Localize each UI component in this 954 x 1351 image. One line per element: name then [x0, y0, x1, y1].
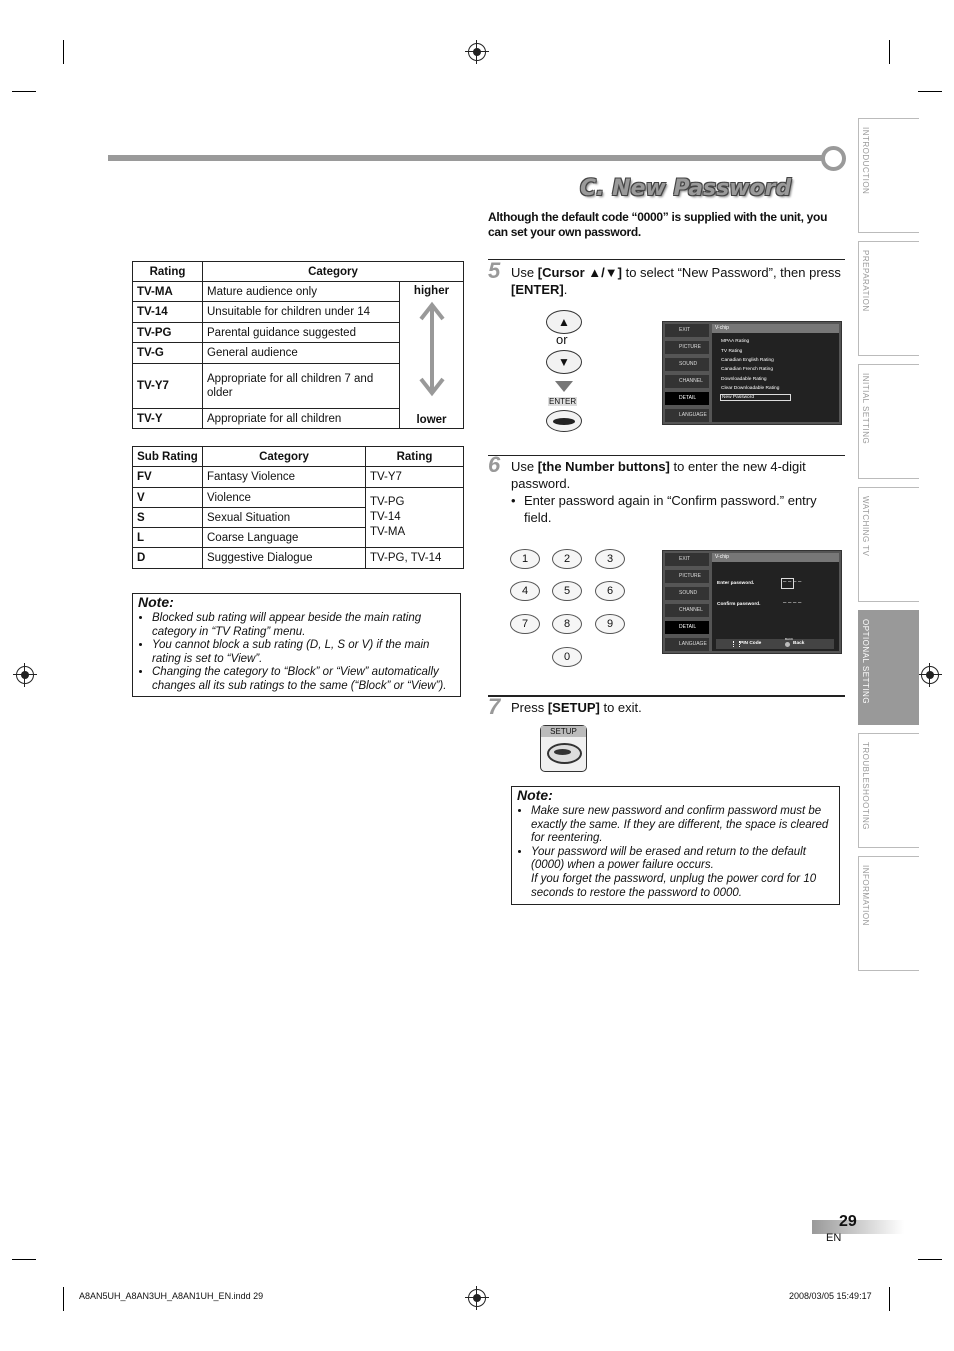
rating-cell: TV-PG: [133, 323, 203, 343]
keypad-icon: [733, 641, 740, 647]
rating-cell: TV-Y: [133, 409, 203, 429]
or-label: or: [556, 332, 568, 347]
category-cell: Parental guidance suggested: [203, 323, 400, 343]
vchip-panel: [712, 324, 839, 422]
crop-mark: [12, 91, 36, 92]
step-divider: [488, 455, 845, 456]
category-cell: Violence: [203, 488, 366, 508]
step-divider: [488, 259, 845, 260]
crop-mark: [918, 1259, 942, 1260]
menu-item-picture[interactable]: PICTURE: [665, 341, 709, 354]
note-continuation: If you forget the password, unplug the power cord for 10 seconds to restore the password to 0000.: [531, 872, 817, 899]
number-button-8[interactable]: 8: [552, 614, 582, 634]
crop-mark: [63, 1287, 64, 1311]
setup-button-inner: [554, 749, 571, 755]
vchip-option-selected[interactable]: New Password: [720, 394, 791, 401]
menu-item-sound[interactable]: SOUND: [665, 587, 709, 600]
enter-label: ENTER: [549, 397, 577, 406]
step-text: Press: [511, 700, 548, 715]
tab-label: PREPARATION: [861, 250, 870, 312]
tab-label: TROUBLESHOOTING: [861, 742, 870, 830]
rating-value: TV-PG: [370, 496, 405, 508]
crop-mark: [12, 1259, 36, 1260]
menu-item-exit[interactable]: EXIT: [665, 324, 709, 337]
step-text: to exit.: [599, 700, 642, 715]
registration-mark-icon: [468, 43, 486, 61]
category-cell: Fantasy Violence: [203, 467, 366, 488]
step-text: Use: [511, 265, 538, 280]
language-code: EN: [826, 1232, 842, 1244]
registration-mark-icon: [921, 666, 939, 684]
note-box: [132, 593, 461, 697]
note-box: [511, 786, 840, 905]
number-button-4[interactable]: 4: [510, 581, 540, 601]
rating-cell: TV-Y7: [366, 467, 464, 488]
tab-label: OPTIONAL SETTING: [861, 619, 870, 705]
tab-optional-setting[interactable]: [858, 610, 919, 725]
tab-label: INTRODUCTION: [861, 127, 870, 195]
header-bar: [108, 155, 823, 161]
step-number: 6: [488, 452, 501, 477]
note-item: • You cannot block a sub rating (D, L, S or V) if the main rating is set to “View”.: [152, 639, 454, 666]
note-title: Note:: [517, 787, 553, 803]
pin-code-label: PIN Code: [740, 641, 762, 646]
menu-item-channel[interactable]: CHANNEL: [665, 375, 709, 388]
footer-filename: A8AN5UH_A8AN3UH_A8AN1UH_EN.indd 29: [79, 1291, 264, 1301]
note-title: Note:: [138, 594, 174, 610]
table-header: Sub Rating: [133, 447, 203, 467]
arrow-down-icon: [555, 381, 573, 392]
menu-item-picture[interactable]: PICTURE: [665, 570, 709, 583]
step-text: Enter password again in “Confirm password.” entry field.: [524, 493, 817, 525]
note-item: • Blocked sub rating will appear beside the main rating category in “TV Rating” menu.: [152, 612, 454, 639]
sub-rating-cell: L: [133, 528, 203, 548]
vchip-option[interactable]: Canadian French Rating: [721, 367, 773, 372]
tab-information[interactable]: [858, 856, 919, 971]
step-6-text: [511, 458, 841, 492]
number-button-1[interactable]: 1: [510, 549, 540, 569]
vchip-option[interactable]: Downloadable Rating: [721, 377, 767, 382]
back-tag: BACK: [785, 637, 794, 641]
number-button-5[interactable]: 5: [552, 581, 582, 601]
vchip-header: V-chip: [712, 553, 839, 562]
registration-mark-icon: [16, 666, 34, 684]
cursor-down-button[interactable]: ▼: [546, 350, 582, 374]
step-divider: [488, 695, 845, 697]
note-item: • Make sure new password and confirm password must be exactly the same. If they are different, the space is cleared for reentering.: [531, 805, 833, 846]
menu-item-detail[interactable]: DETAIL: [665, 392, 709, 405]
enter-button[interactable]: [546, 410, 582, 432]
tab-watching-tv[interactable]: [858, 487, 919, 602]
step-5-text: [511, 264, 846, 298]
category-cell: General audience: [203, 343, 400, 364]
setup-button[interactable]: [540, 725, 587, 772]
menu-item-exit[interactable]: EXIT: [665, 553, 709, 566]
enter-button-label: [ENTER]: [511, 282, 564, 297]
vchip-option[interactable]: Clear Downloadable Rating: [721, 386, 780, 391]
rating-cell: TV-MA: [133, 282, 203, 302]
enter-button-face: [553, 418, 575, 425]
higher-label: higher: [413, 285, 450, 297]
note-item: • Changing the category to “Block” or “View” automatically changes all its sub ratings to the same (“Block” or “View”).: [152, 666, 454, 693]
rating-group-cell: [366, 488, 464, 548]
step-text: to select “New Password”, then press: [621, 265, 841, 280]
crop-mark: [889, 1287, 890, 1311]
tab-preparation[interactable]: [858, 241, 919, 356]
number-button-6[interactable]: 6: [595, 581, 625, 601]
sub-rating-cell: D: [133, 548, 203, 569]
category-cell: Mature audience only: [203, 282, 400, 302]
double-arrow-icon: [417, 299, 447, 399]
crop-mark: [63, 40, 64, 64]
table-header: Category: [203, 262, 464, 282]
back-button-icon[interactable]: [785, 642, 790, 647]
scale-cell: [400, 282, 464, 429]
menu-item-language[interactable]: LANGUAGE: [665, 638, 709, 651]
bullet-icon: •: [511, 493, 516, 508]
rating-cell: TV-G: [133, 343, 203, 364]
crop-mark: [918, 91, 942, 92]
tab-label: INITIAL SETTING: [861, 373, 870, 445]
table-header: Rating: [133, 262, 203, 282]
cursor-button-label: [Cursor ▲/▼]: [537, 265, 622, 280]
menu-item-channel[interactable]: CHANNEL: [665, 604, 709, 617]
tv-screen-password: [662, 550, 842, 654]
number-button-7[interactable]: 7: [510, 614, 540, 634]
step-text: to enter the new 4-digit password.: [511, 459, 806, 491]
crop-mark: [889, 40, 890, 64]
number-button-2[interactable]: 2: [552, 549, 582, 569]
page-title: C. New Password: [580, 176, 792, 201]
category-cell: Sexual Situation: [203, 508, 366, 528]
footer-timestamp: 2008/03/05 15:49:17: [789, 1291, 872, 1301]
enter-password-field[interactable]: – – – –: [783, 579, 802, 585]
step-text: .: [563, 282, 568, 297]
vchip-header: V-chip: [712, 324, 839, 333]
enter-password-label: Enter password.: [717, 581, 755, 586]
table-header: Category: [203, 447, 366, 467]
step-number: 7: [488, 694, 501, 719]
rating-cell: TV-PG, TV-14: [366, 548, 464, 569]
category-cell: Appropriate for all children: [203, 409, 400, 429]
sub-rating-table: [132, 446, 464, 569]
header-bar-circle: [821, 146, 846, 171]
vchip-option[interactable]: Canadian English Rating: [721, 358, 774, 363]
setup-button-label: [SETUP]: [547, 700, 600, 715]
page-number: 29: [839, 1213, 857, 1230]
sub-rating-cell: FV: [133, 467, 203, 488]
rating-value: TV-14: [370, 511, 401, 523]
category-cell: Suggestive Dialogue: [203, 548, 366, 569]
number-button-0[interactable]: 0: [552, 647, 582, 667]
number-button-9[interactable]: 9: [595, 614, 625, 634]
menu-item-detail[interactable]: DETAIL: [665, 621, 709, 634]
password-panel: [712, 553, 839, 651]
rating-table: [132, 261, 464, 429]
category-cell: Coarse Language: [203, 528, 366, 548]
menu-item-sound[interactable]: SOUND: [665, 358, 709, 371]
number-button-3[interactable]: 3: [595, 549, 625, 569]
registration-mark-icon: [468, 1289, 486, 1307]
tab-introduction[interactable]: [858, 118, 919, 233]
menu-item-language[interactable]: LANGUAGE: [665, 409, 709, 422]
cursor-up-button[interactable]: ▲: [546, 310, 582, 334]
sub-rating-cell: S: [133, 508, 203, 528]
step-text: Use: [511, 459, 538, 474]
vchip-option[interactable]: TV Rating: [721, 349, 743, 354]
setup-label: SETUP: [541, 726, 586, 737]
rating-cell: TV-14: [133, 302, 203, 323]
confirm-password-label: Confirm password.: [717, 602, 761, 607]
sub-rating-cell: V: [133, 488, 203, 508]
back-label: Back: [793, 641, 805, 646]
tab-label: INFORMATION: [861, 865, 870, 926]
number-buttons-label: [the Number buttons]: [537, 459, 670, 474]
category-cell: Unsuitable for children under 14: [203, 302, 400, 323]
lower-label: lower: [416, 414, 447, 426]
category-cell: Appropriate for all children 7 and older: [203, 364, 400, 409]
note-list: [512, 805, 839, 873]
vchip-option[interactable]: MPAA Rating: [721, 339, 750, 344]
tab-troubleshooting[interactable]: [858, 733, 919, 848]
step-number: 5: [488, 258, 501, 283]
step-6-bullet: [511, 492, 836, 526]
tv-screen-vchip-menu: [662, 321, 842, 425]
tab-initial-setting[interactable]: [858, 364, 919, 479]
note-item: • Your password will be erased and return to the default (0000) when a power failure occurs.: [531, 846, 833, 873]
step-7-text: [511, 699, 841, 716]
intro-text: Although the default code “0000” is supplied with the unit, you can set your own password.: [488, 210, 828, 239]
confirm-password-field[interactable]: – – – –: [783, 600, 802, 606]
table-header: Rating: [366, 447, 464, 467]
rating-value: TV-MA: [370, 526, 406, 538]
note-list: [133, 612, 460, 694]
rating-cell: TV-Y7: [133, 364, 203, 409]
tab-label: WATCHING TV: [861, 496, 870, 557]
digit-cursor: [781, 578, 794, 589]
